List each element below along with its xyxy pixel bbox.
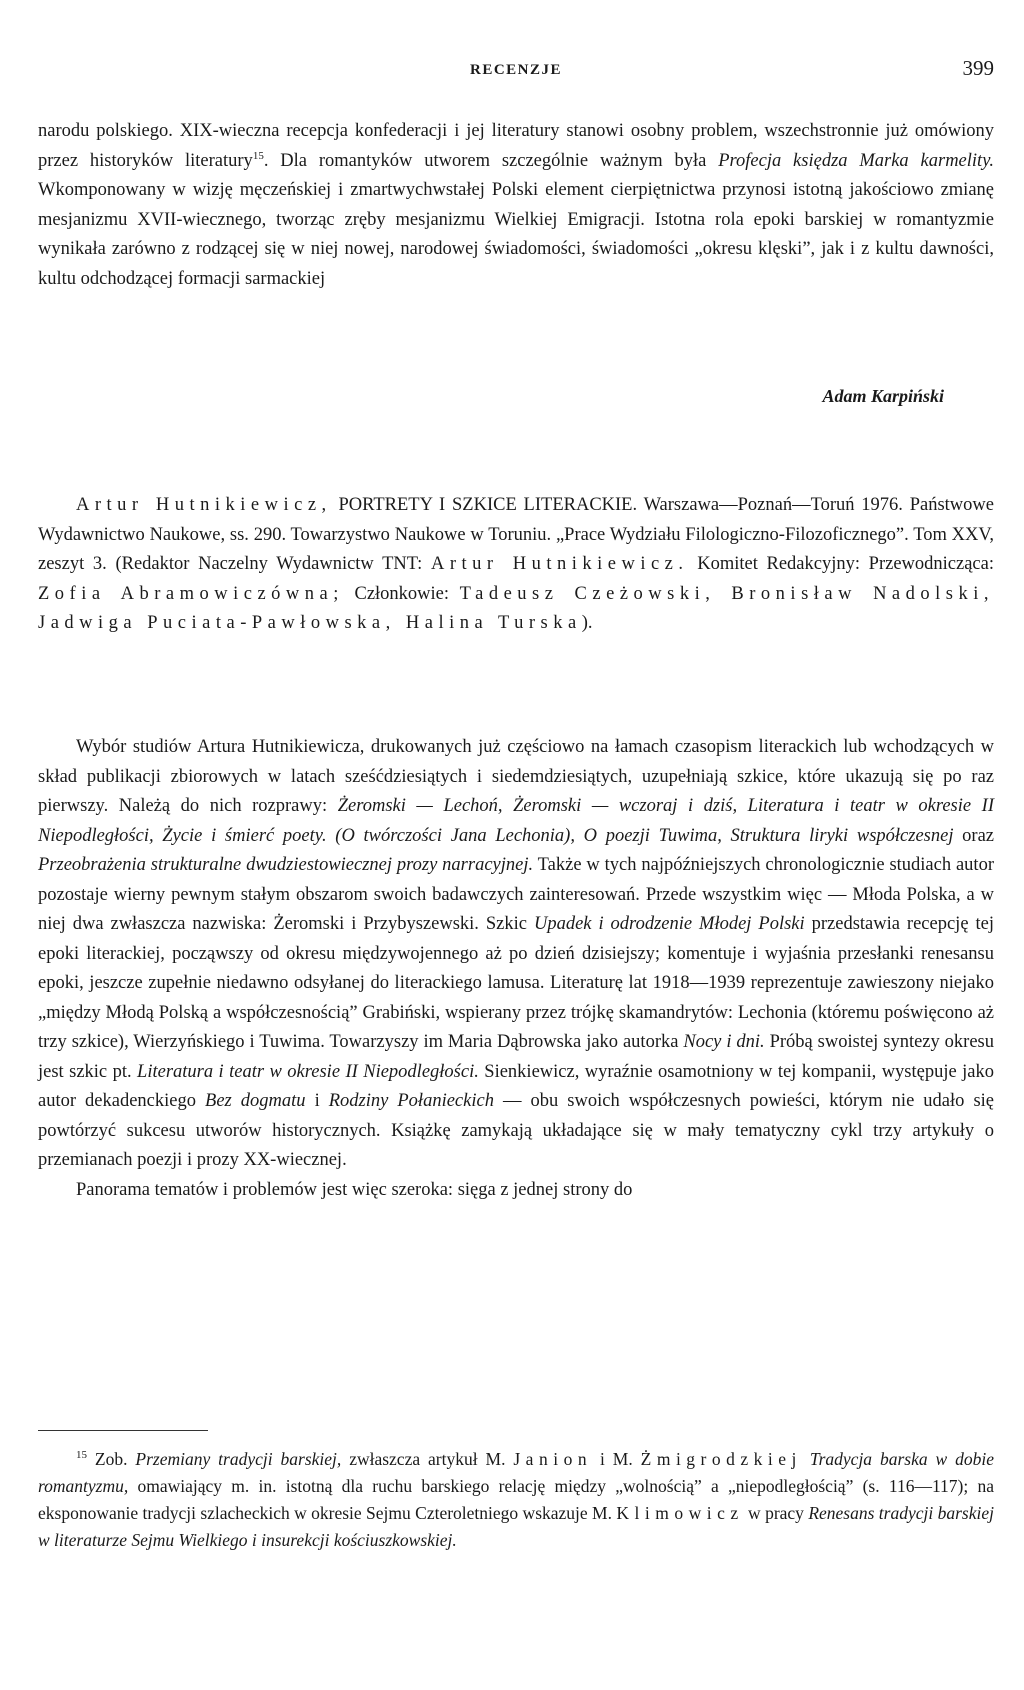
review-paragraph: Wybór studiów Artura Hutnikiewicza, drukowanych już częściowo na łamach czasopism literackich lub wchodzących w skład publikacji zbiorowych w latach sześćdziesiątych i siedemdziesiątych, uzupełniają szkice, które ukazują się po raz pierwszy. Należą do nich rozprawy: Żeromski — Lechoń, Żeromski — wczoraj i dziś, Literatura i teatr w okresie II Niepodległości, Życie i śmierć poety. (O twórczości Jana Lechonia), O poezji Tuwima, Struktura liryki współczesnej oraz Przeobrażenia strukturalne dwudziestowiecznej prozy narracyjnej. Także w tych najpóźniejszych chronologicznie studiach autor pozostaje wierny pewnym stałym obszarom swoich badawczych zainteresowań. Przede wszystkim więc — Młoda Polska, a w niej dwa zwłaszcza nazwiska: Żeromski i Przybyszewski. Szkic Upadek i odrodzenie Młodej Polski przedstawia recepcję tej epoki literackiej, począwszy od okresu międzywojennego aż po dzień dzisiejszy; komentuje i wyjaśnia przesłanki renesansu epoki, jeszcze zupełnie niedawno odsyłanej do literackiego lamusa. Literaturę lat 1918—1939 reprezentuje zawieszony niejako „między Młodą Polską a współczesnością” Grabiński, wspierany przez trójkę skamandrytów: Lechonia (któremu poświęcono aż trzy szkice), Wierzyńskiego i Tuwima. Towarzyszy im Maria Dąbrowska jako autorka Nocy i dni. Próbą swoistej syntezy okresu jest szkic pt. Literatura i teatr w okresie II Niepodległości. Sienkiewicz, wyraźnie osamotniony w tej kompanii, występuje jako autor dekadenckiego Bez dogmatu i Rodziny Połanieckich — obu swoich współczesnych powieści, którym nie udało się powtórzyć sukcesu utworów historycznych. Książkę zamykają układające się w mały tematyczny cykl trzy artykuły o przemianach poezji i prozy XX-wiecznej. xyxy=(38,737,994,1170)
footnote-number: 15 xyxy=(76,1449,87,1462)
committee-chair: Zofia Abramowiczówna; xyxy=(38,583,344,604)
review-paragraph: Panorama tematów i problemów jest więc szeroka: sięga z jednej strony do xyxy=(76,1179,633,1200)
intro-paragraph: narodu polskiego. XIX-wieczna recepcja konfederacji i jej literatury stanowi osobny problem, wszechstronnie już omówiony przez historyków literatury$^{15}$. Dla romantyków utworem szczególnie ważnym była Profecja księdza Marka karmelity. Wkomponowany w wizję męczeńskiej i zmartwychwstałej Polski element cierpiętnictwa przynosi istotną jakościowo zmianę mesjanizmu XVII-wiecznego, tworząc zręby mesjanizmu Wielkiej Emigracji. Istotna rola epoki barskiej w romantyzmie wynikała zarówno z rodzącej się w niej nowej, narodowej świadomości, świadomości „okresu klęski”, jak i z kultu dawności, kultu odchodzącej formacji sarmackiej xyxy=(38,121,995,289)
review-signature: Adam Karpiński xyxy=(822,386,944,406)
editor-name: Artur Hutnikiewicz. xyxy=(430,554,689,574)
footnote: $^{15}$ Zob. Przemiany tradycji barskiej, zwłaszcza artykuł M. Janion i M. Żmigrodzkiej Tradycja barska w dobie romantyzmu, omawiający m. in. istotną dla ruchu barskiego relację między „wolnością” a „niepodległością” (s. 116—117); na eksponowanie tradycji szlacheckich w okresie Sejmu Czteroletniego wskazuje M. Klimowicz w pracy Renesans tradycji barskiej w literaturze Sejmu Wielkiego i insurekcji kościuszkowskiej. xyxy=(38,1449,994,1550)
author-name: Artur Hutnikiewicz, xyxy=(76,495,332,515)
bibliographic-entry: Artur Hutnikiewicz, PORTRETY I SZKICE LITERACKIE. Warszawa—Poznań—Toruń 1976. Państwowe Wydawnictwo Naukowe, ss. 290. Towarzystwo Naukowe w Toruniu. „Prace Wydziału Filologiczno-Filozoficznego”. Tom XXV, zeszyt 3. (Redaktor Naczelny Wydawnictw TNT: Artur Hutnikiewicz. Komitet Redakcyjny: Przewodnicząca: Zofia Abramowiczówna; Członkowie: Tadeusz Czeżowski, Bronisław Nadolski, Jadwiga Puciata-Pawłowska, Halina Turska). xyxy=(38,495,994,633)
page-header xyxy=(38,56,994,86)
footnote-reference: 15 xyxy=(252,149,264,162)
committee-members: Tadeusz Czeżowski, Bronisław Nadolski, Jadwiga Puciata-Pawłowska, Halina Turska xyxy=(38,583,994,633)
work-title: Profecja księdza Marka karmelity. xyxy=(718,150,995,171)
page-number: 399 xyxy=(962,56,994,80)
running-title: RECENZJE xyxy=(469,62,563,78)
review-body xyxy=(38,733,994,1205)
footnote-divider xyxy=(38,1430,208,1431)
